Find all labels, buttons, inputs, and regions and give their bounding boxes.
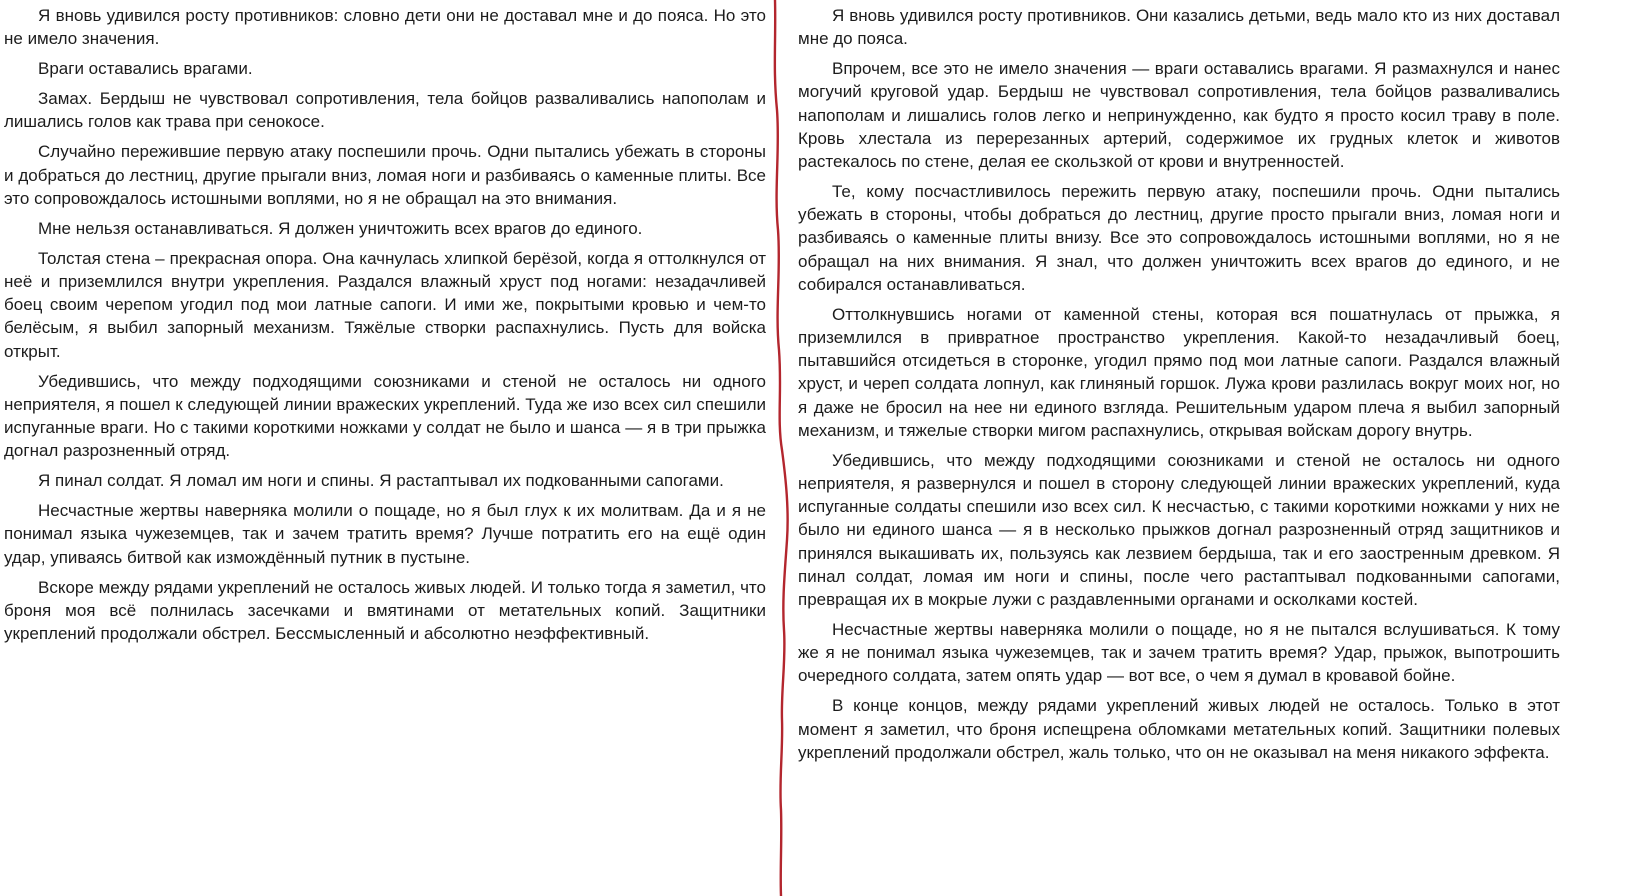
right-paragraph-7: В конце концов, между рядами укреплений живых людей не осталось. Только в этот момент я заметил, что броня испещрена обломками метательных копий. Защитники полевых укреплений продолжали обстрел, жаль только, что он не оказывал на меня никакого эффекта.: [798, 696, 1560, 762]
left-paragraph-7: Убедившись, что между подходящими союзниками и стеной не осталось ни одного неприятеля, я пошел к следующей линии вражеских укреплений. Туда же изо всех сил спешили испуганные враги. Но с такими короткими ножками у солдат не было и шанса — я в три прыжка догнал разрозненный отряд.: [4, 371, 766, 461]
right-paragraph-6: Несчастные жертвы наверняка молили о пощаде, но я не пытался вслушиваться. К тому же я не понимал языка чужеземцев, так и зачем тратить время? Удар, прыжок, выпотрошить очередного солдата, затем опять удар — вот все, о чем я думал в кровавой бойне.: [798, 620, 1560, 686]
left-paragraph-3: Замах. Бердыш не чувствовал сопротивления, тела бойцов разваливались напополам и лишались голов как трава при сенокосе.: [4, 89, 766, 132]
left-paragraph-10: Вскоре между рядами укреплений не осталось живых людей. И только тогда я заметил, что броня моя всё полнилась засечками и вмятинами от метательных копий. Защитники укреплений продолжали обстрел. Бессмысленный и абсолютно неэффективный.: [4, 577, 766, 644]
right-paragraph-5: Убедившись, что между подходящими союзниками и стеной не осталось ни одного неприятеля, я развернулся и пошел в сторону следующей линии вражеских укреплений, куда испуганные солдаты спешили изо всех сил. К несчастью, с такими короткими ножками у них не было ни единого шанса — я в несколько прыжков догнал разрозненный отряд защитников и принялся выкашивать их, пользуясь как лезвием бердыша, так и его заостренным древком. Я пинал солдат, ломая им ноги и спины, после чего растаптывал подкованными сапогами, превращая их в мокрые лужи с раздавленными органами и осколками костей.: [798, 450, 1560, 610]
left-paragraph-6: Толстая стена – прекрасная опора. Она качнулась хлипкой берёзой, когда я оттолкнулся от неё и приземлился внутри укрепления. Раздался влажный хруст под ногами: незадачливей боец своим черепом угодил под мои латные сапоги. И ими же, покрытыми кровью и чем-то белёсым, я выбил запорный механизм. Тяжёлые створки распахнулись. Пусть для войска открыт.: [4, 248, 766, 361]
right-paragraph-1: Я вновь удивился росту противников. Они казались детьми, ведь мало кто из них доставал мне до пояса.: [798, 6, 1560, 49]
left-paragraph-8: Я пинал солдат. Я ломал им ноги и спины. Я растаптывал их подкованными сапогами.: [38, 471, 724, 491]
edited-text-column: [798, 0, 1560, 771]
left-paragraph-5: Мне нельзя останавливаться. Я должен уничтожить всех врагов до единого.: [38, 218, 643, 238]
left-paragraph-2: Враги оставались врагами.: [38, 59, 253, 79]
right-paragraph-2: Впрочем, все это не имело значения — враги оставались врагами. Я размахнулся и нанес могучий круговой удар. Бердыш не чувствовал сопротивления, тела бойцов разваливались напополам и лишались голов легко и непринужденно, как будто я просто косил траву в поле. Кровь хлестала из перерезанных артерий, содержимое их грудных клеток и животов растекалось по стене, делая ее скользкой от крови и внутренностей.: [798, 59, 1560, 172]
right-paragraph-3: Те, кому посчастливилось пережить первую атаку, поспешили прочь. Одни пытались убежать в стороны, чтобы добраться до лестниц, другие просто прыгали вниз, ломая ноги и разбиваясь о каменные плиты внизу. Все это сопровождалось истошными воплями, но я не обращал на них внимания. Я знал, что должен уничтожить всех врагов до единого, и не собирался останавливаться.: [798, 182, 1560, 294]
original-text-column: [4, 0, 766, 652]
divider-stroke: [775, 0, 788, 896]
left-paragraph-9: Несчастные жертвы наверняка молили о пощаде, но я был глух к их молитвам. Да и я не понимал языка чужеземцев, так и зачем тратить время? Лучше потратить его на ещё один удар, упиваясь битвой как измождённый путник в пустыне.: [4, 501, 766, 567]
left-paragraph-4: Случайно пережившие первую атаку поспешили прочь. Одни пытались убежать в стороны и добраться до лестниц, другие прыгали вниз, ломая ноги и разбиваясь о каменные плиты. Все это сопровождалось истошными воплями, но я не обращал на это внимания.: [4, 142, 766, 208]
left-paragraph-1: Я вновь удивился росту противников: словно дети они не доставал мне и до пояса. Но это не имело значения.: [4, 6, 766, 49]
hand-drawn-divider-line: [768, 0, 798, 896]
right-paragraph-4: Оттолкнувшись ногами от каменной стены, которая вся пошатнулась от прыжка, я приземлился в привратное пространство укрепления. Какой-то незадачливый боец, пытавшийся отсидеться в сторонке, угодил прямо под мои латные сапоги. Раздался влажный хруст, и череп солдата лопнул, как глиняный горшок. Лужа крови разлилась вокруг моих ног, но я даже не бросил на нее ни единого взгляда. Решительным ударом плеча я выбил запорный механизм, и тяжелые створки мигом распахнулись, открывая войскам дорогу внутрь.: [798, 304, 1560, 440]
